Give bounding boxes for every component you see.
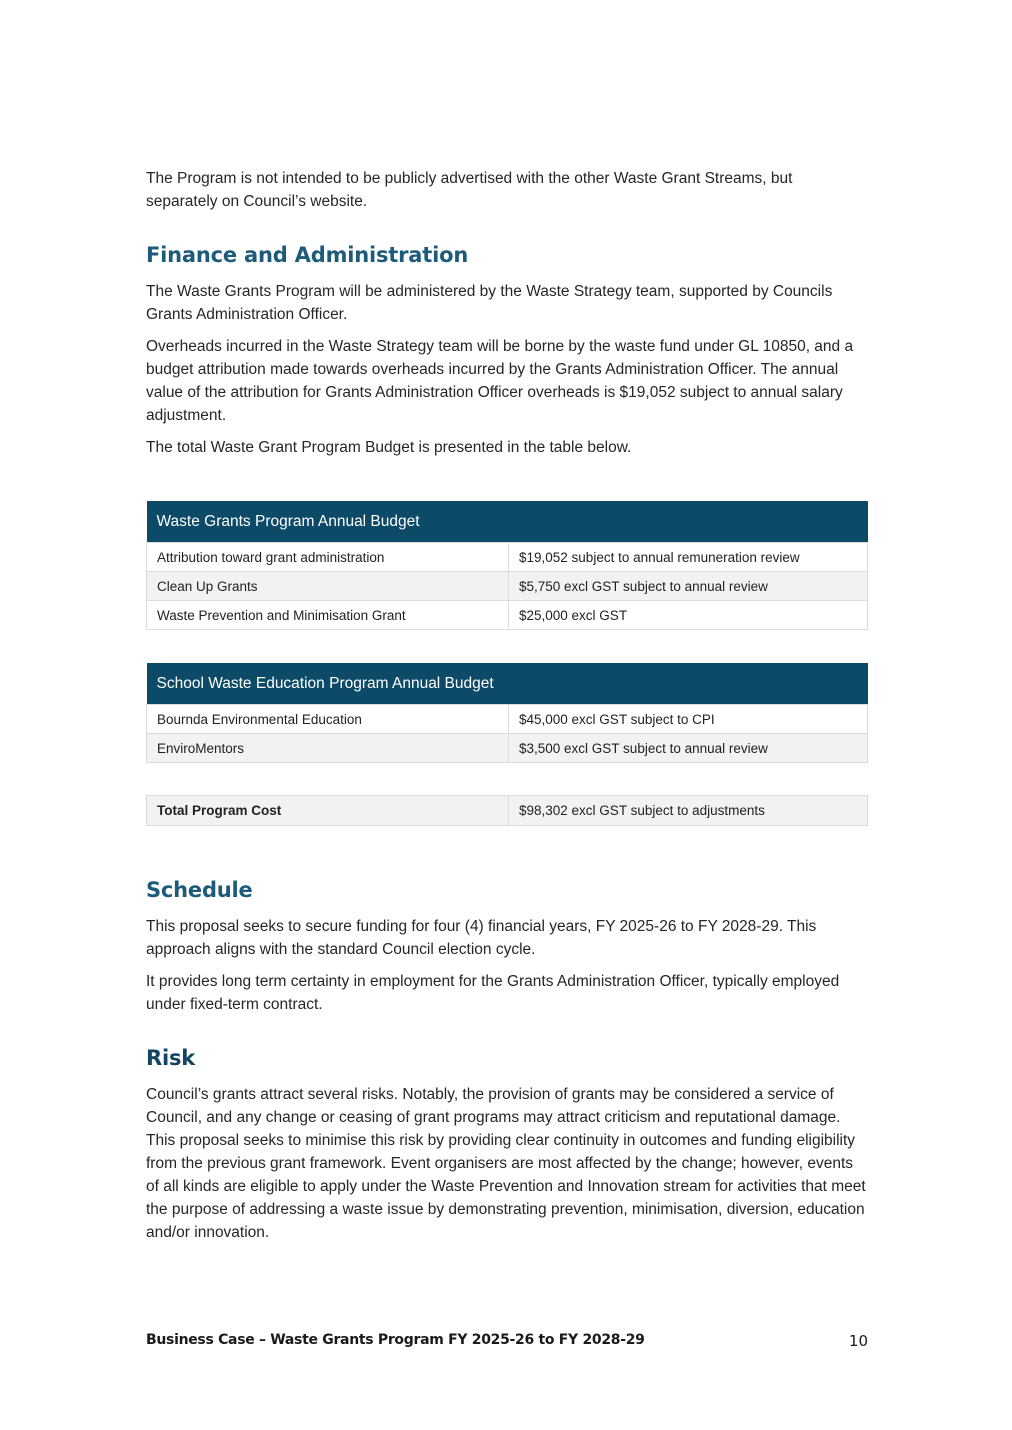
page-footer [146,1332,868,1354]
risk-paragraph: Council’s grants attract several risks. Notably, the provision of grants may be considered a service of Council, and any change or ceasing of grant programs may attract criticism and reputational damage. This proposal seeks to minimise this risk by providing clear continuity in outcomes and funding eligibility from the previous grant framework. Event organisers are most affected by the change; however, events of all kinds are eligible to apply under the Waste Prevention and Innovation stream for activities that meet the purpose of addressing a waste issue by demonstrating prevention, minimisation, diversion, education and/or innovation. [146,1086,866,1241]
table-cell-value: $45,000 excl GST subject to CPI [509,705,868,734]
schedule-paragraph-2: It provides long term certainty in employment for the Grants Administration Officer, typically employed under fixed-term contract. [146,973,840,1013]
page-number: 10 [848,1332,868,1350]
table-cell-value: $3,500 excl GST subject to annual review [509,734,868,763]
intro-paragraph: The Program is not intended to be publicly advertised with the other Waste Grant Streams, but separately on Council’s website. [146,170,793,210]
table-cell-value: $25,000 excl GST [509,601,868,630]
table-row [147,705,868,734]
table-row [147,734,868,763]
table-row [147,572,868,601]
table-cell-item: Attribution toward grant administration [147,543,509,572]
schedule-paragraph-1: This proposal seeks to secure funding for four (4) financial years, FY 2025-26 to FY 2028-29. This approach aligns with the standard Council election cycle. [146,918,817,958]
table-header: School Waste Education Program Annual Budget [147,663,868,705]
total-cost-table [146,795,868,826]
school-education-budget-table [146,663,868,763]
table-cell-value: $19,052 subject to annual remuneration review [509,543,868,572]
finance-paragraph-3: The total Waste Grant Program Budget is presented in the table below. [146,439,632,456]
total-value: $98,302 excl GST subject to adjustments [509,796,868,826]
table-cell-item: Bournda Environmental Education [147,705,509,734]
finance-paragraph-2: Overheads incurred in the Waste Strategy team will be borne by the waste fund under GL 10850, and a budget attribution made towards overheads incurred by the Grants Administration Officer. The annual value of the attribution for Grants Administration Officer overheads is $19,052 subject to annual salary adjustment. [146,338,854,424]
total-label: Total Program Cost [147,796,509,826]
page-content [146,167,868,1253]
table-row [147,543,868,572]
table-cell-item: EnviroMentors [147,734,509,763]
table-cell-item: Waste Prevention and Minimisation Grant [147,601,509,630]
risk-heading: Risk [146,1046,196,1070]
table-cell-item: Clean Up Grants [147,572,509,601]
waste-grants-budget-table [146,501,868,630]
footer-title: Business Case – Waste Grants Program FY 2025-26 to FY 2028-29 [146,1332,645,1348]
finance-paragraph-1: The Waste Grants Program will be administered by the Waste Strategy team, supported by Councils Grants Administration Officer. [146,283,833,323]
table-row [147,601,868,630]
finance-heading: Finance and Administration [146,243,469,267]
table-cell-value: $5,750 excl GST subject to annual review [509,572,868,601]
schedule-heading: Schedule [146,878,253,902]
table-row [147,796,868,826]
table-header: Waste Grants Program Annual Budget [147,501,868,543]
